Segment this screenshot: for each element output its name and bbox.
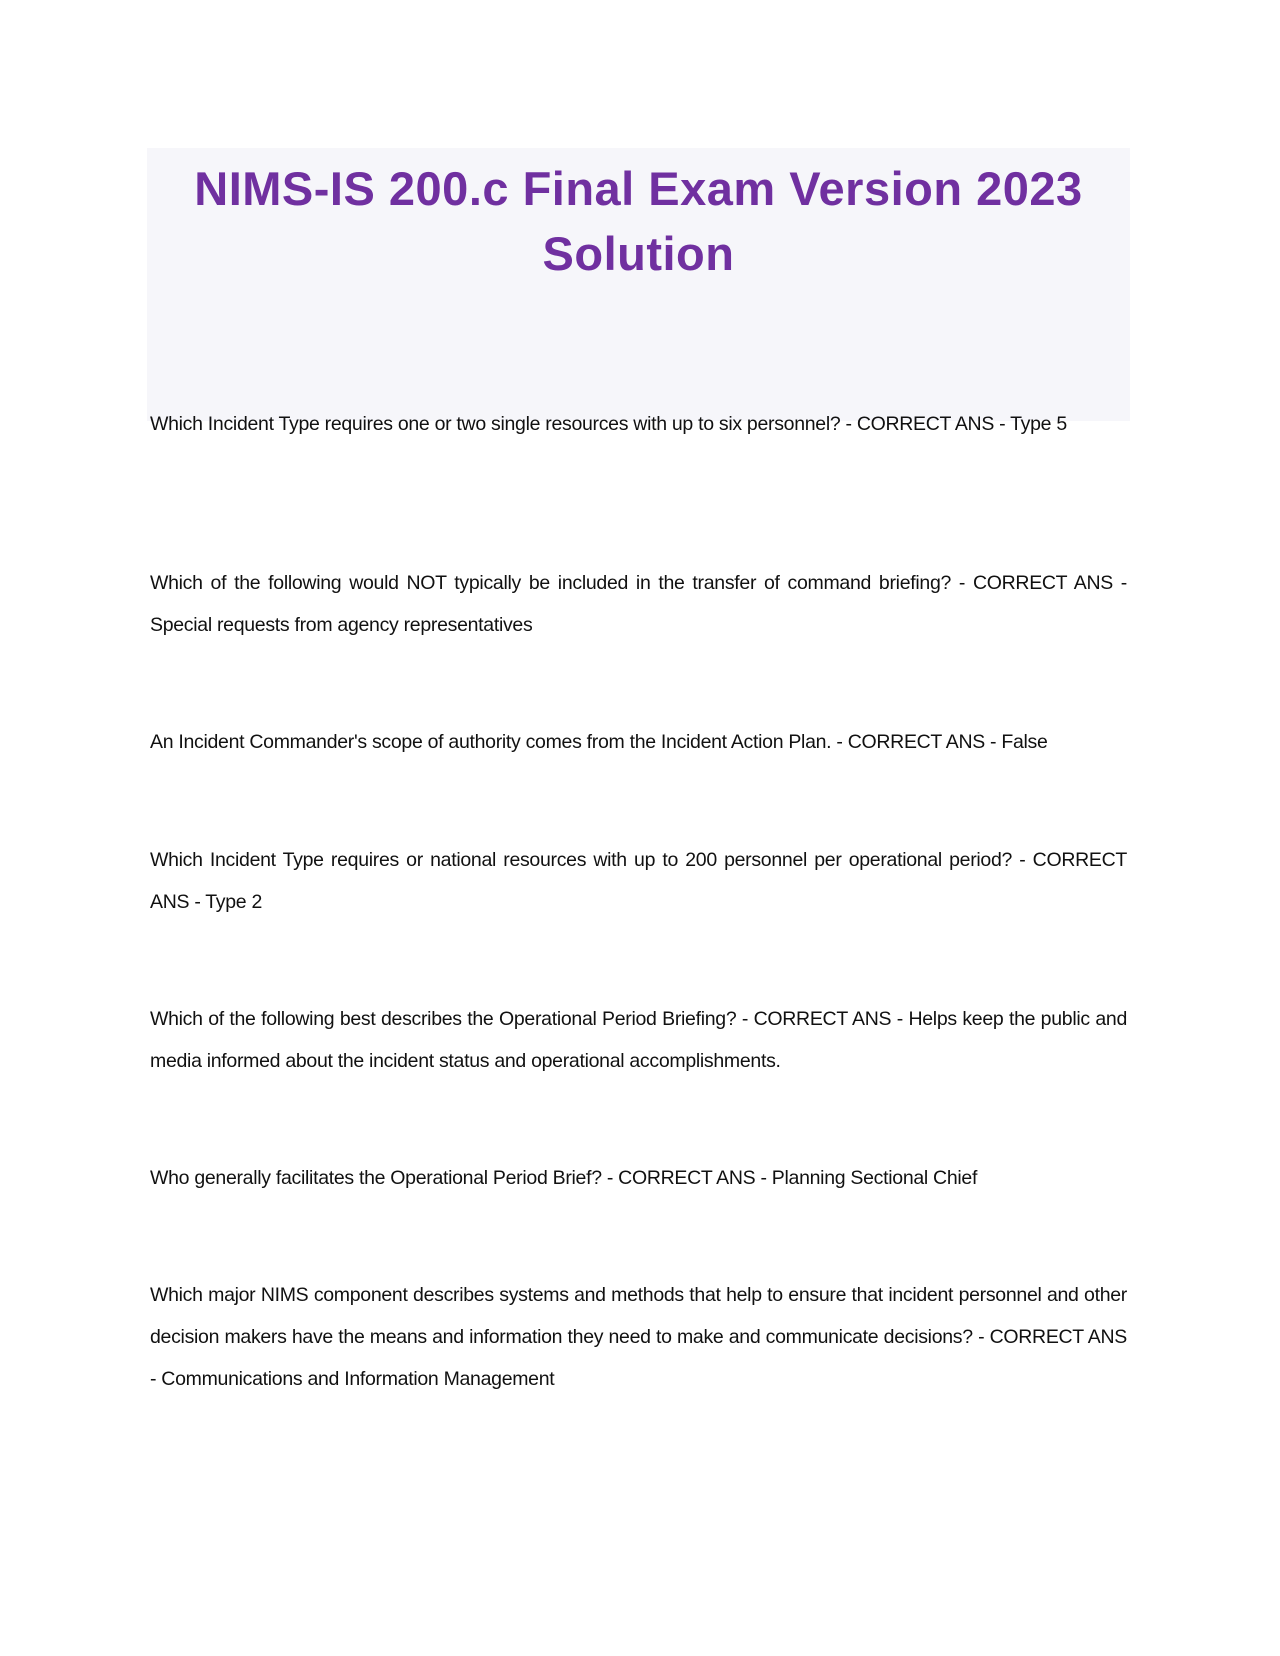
qa-item: Which of the following best describes the Operational Period Briefing? - CORRECT ANS - Helps keep the public and media informed about the incident status and operational accomplishments. xyxy=(150,1008,1127,1072)
qa-item: Who generally facilitates the Operational Period Brief? - CORRECT ANS - Planning Sectional Chief xyxy=(150,1167,978,1189)
document-title: NIMS-IS 200.c Final Exam Version 2023 Solution xyxy=(194,162,1083,280)
qa-item: Which major NIMS component describes systems and methods that help to ensure that incident personnel and other decision makers have the means and information they need to make and communicate decisions? - CORRECT ANS - Communications and Information Management xyxy=(150,1284,1127,1390)
qa-item: An Incident Commander's scope of authority comes from the Incident Action Plan. - CORRECT ANS - False xyxy=(150,731,1048,753)
qa-item: Which of the following would NOT typically be included in the transfer of command briefing? - CORRECT ANS - Special requests from agency representatives xyxy=(150,572,1127,636)
qa-item: Which Incident Type requires one or two single resources with up to six personnel? - CORRECT ANS - Type 5 xyxy=(150,413,1067,435)
qa-item: Which Incident Type requires or national resources with up to 200 personnel per operational period? - CORRECT ANS - Type 2 xyxy=(150,849,1127,913)
title-banner xyxy=(147,148,1130,421)
